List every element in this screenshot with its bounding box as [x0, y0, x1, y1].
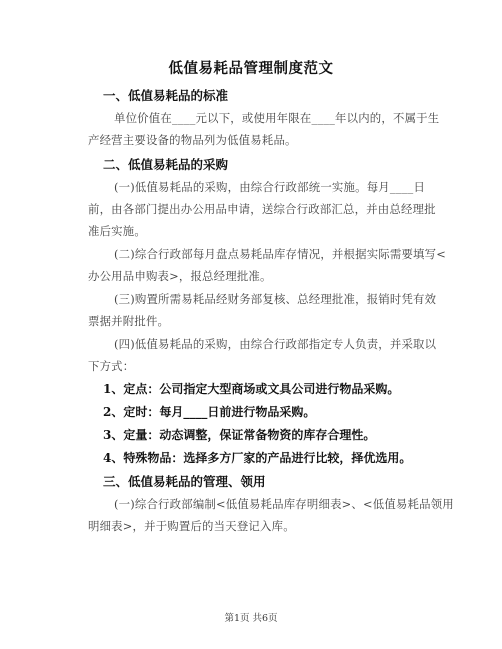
paragraph-line: 前，由各部门提出办公用品申请，送综合行政部汇总，并由总经理批 — [88, 202, 436, 216]
section-heading-purchase: 二、低值易耗品的采购 — [103, 157, 229, 172]
paragraph-line: 准后实施。 — [88, 224, 146, 238]
section-heading-standard: 一、低值易耗品的标准 — [103, 88, 229, 103]
paragraph-line: (四)低值易耗品的采购，由综合行政部指定专人负责，并采取以 — [114, 337, 437, 351]
paragraph-line: (一)低值易耗品的采购，由综合行政部统一实施。每月____日 — [114, 180, 426, 194]
paragraph-line: (一)综合行政部编制<低值易耗品库存明细表>、<低值易耗品领用 — [114, 497, 454, 511]
list-item: 1、定点：公司指定大型商场或文具公司进行物品采购。 — [103, 382, 400, 396]
paragraph-line: 下方式： — [88, 359, 135, 373]
paragraph-line: 产经营主要设备的物品列为低值易耗品。 — [88, 133, 297, 147]
paragraph-line: 单位价值在____元以下，或使用年限在____年以内的，不属于生 — [114, 111, 440, 125]
paragraph-line: 明细表>，并于购置后的当天登记入库。 — [88, 519, 295, 533]
section-heading-management: 三、低值易耗品的管理、领用 — [103, 474, 266, 489]
list-item: 4、特殊物品：选择多方厂家的产品进行比较，择优选用。 — [103, 451, 412, 465]
document-title: 低值易耗品管理制度范文 — [168, 60, 334, 77]
paragraph-line: (二)综合行政部每月盘点易耗品库存情况，并根据实际需要填写< — [114, 247, 446, 261]
list-item: 2、定时：每月____日前进行物品采购。 — [103, 405, 316, 419]
list-item: 3、定量：动态调整，保证常备物资的库存合理性。 — [103, 428, 376, 442]
paragraph-line: 办公用品申购表>，报总经理批准。 — [88, 269, 272, 283]
paragraph-line: 票据并附批件。 — [88, 314, 170, 328]
paragraph-line: (三)购置所需易耗品经财务部复核、总经理批准，报销时凭有效 — [114, 292, 437, 306]
page-footer: 第1页 共6页 — [224, 613, 278, 624]
